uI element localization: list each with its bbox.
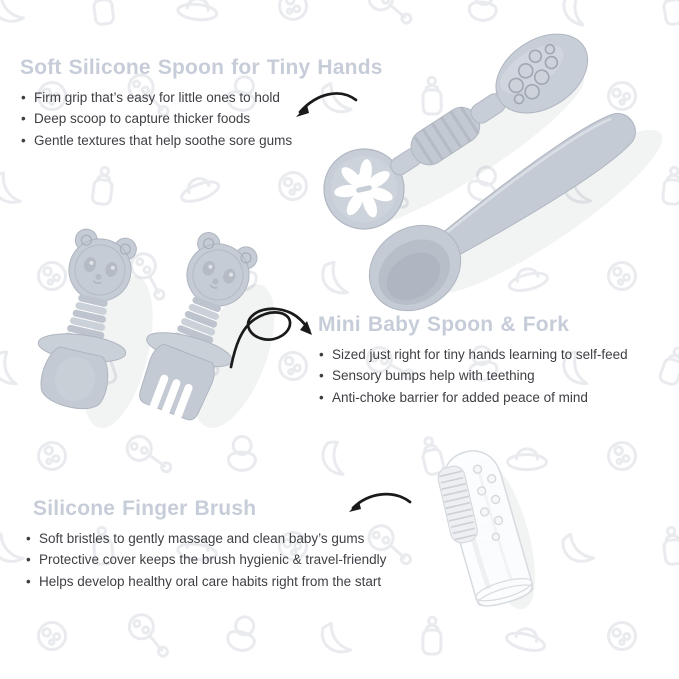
bullet-item: • Sized just right for tiny hands learning to self-feed (318, 344, 628, 365)
bullet-item: • Protective cover keeps the brush hygienic & travel-friendly (25, 549, 386, 570)
section-title: Silicone Finger Brush (33, 497, 257, 520)
bullet-list (20, 87, 383, 151)
bullet-item: • Sensory bumps help with teething (318, 365, 628, 386)
section-mini-baby-spoon-fork (318, 313, 628, 408)
bullet-item: • Helps develop healthy oral care habits right from the start (25, 571, 386, 592)
bullet-item: • Deep scoop to capture thicker foods (20, 108, 383, 129)
section-title: Soft Silicone Spoon for Tiny Hands (20, 56, 383, 79)
bullet-list (318, 344, 628, 408)
bullet-list (25, 528, 386, 592)
bullet-item: • Anti-choke barrier for added peace of mind (318, 387, 628, 408)
bullet-item: • Firm grip that’s easy for little ones to hold (20, 87, 383, 108)
bullet-item: • Gentle textures that help soothe sore gums (20, 130, 383, 151)
bullet-item: • Soft bristles to gently massage and clean baby’s gums (25, 528, 386, 549)
section-soft-silicone-spoon (20, 56, 383, 151)
section-silicone-finger-brush (33, 497, 386, 592)
section-title: Mini Baby Spoon & Fork (318, 313, 570, 336)
